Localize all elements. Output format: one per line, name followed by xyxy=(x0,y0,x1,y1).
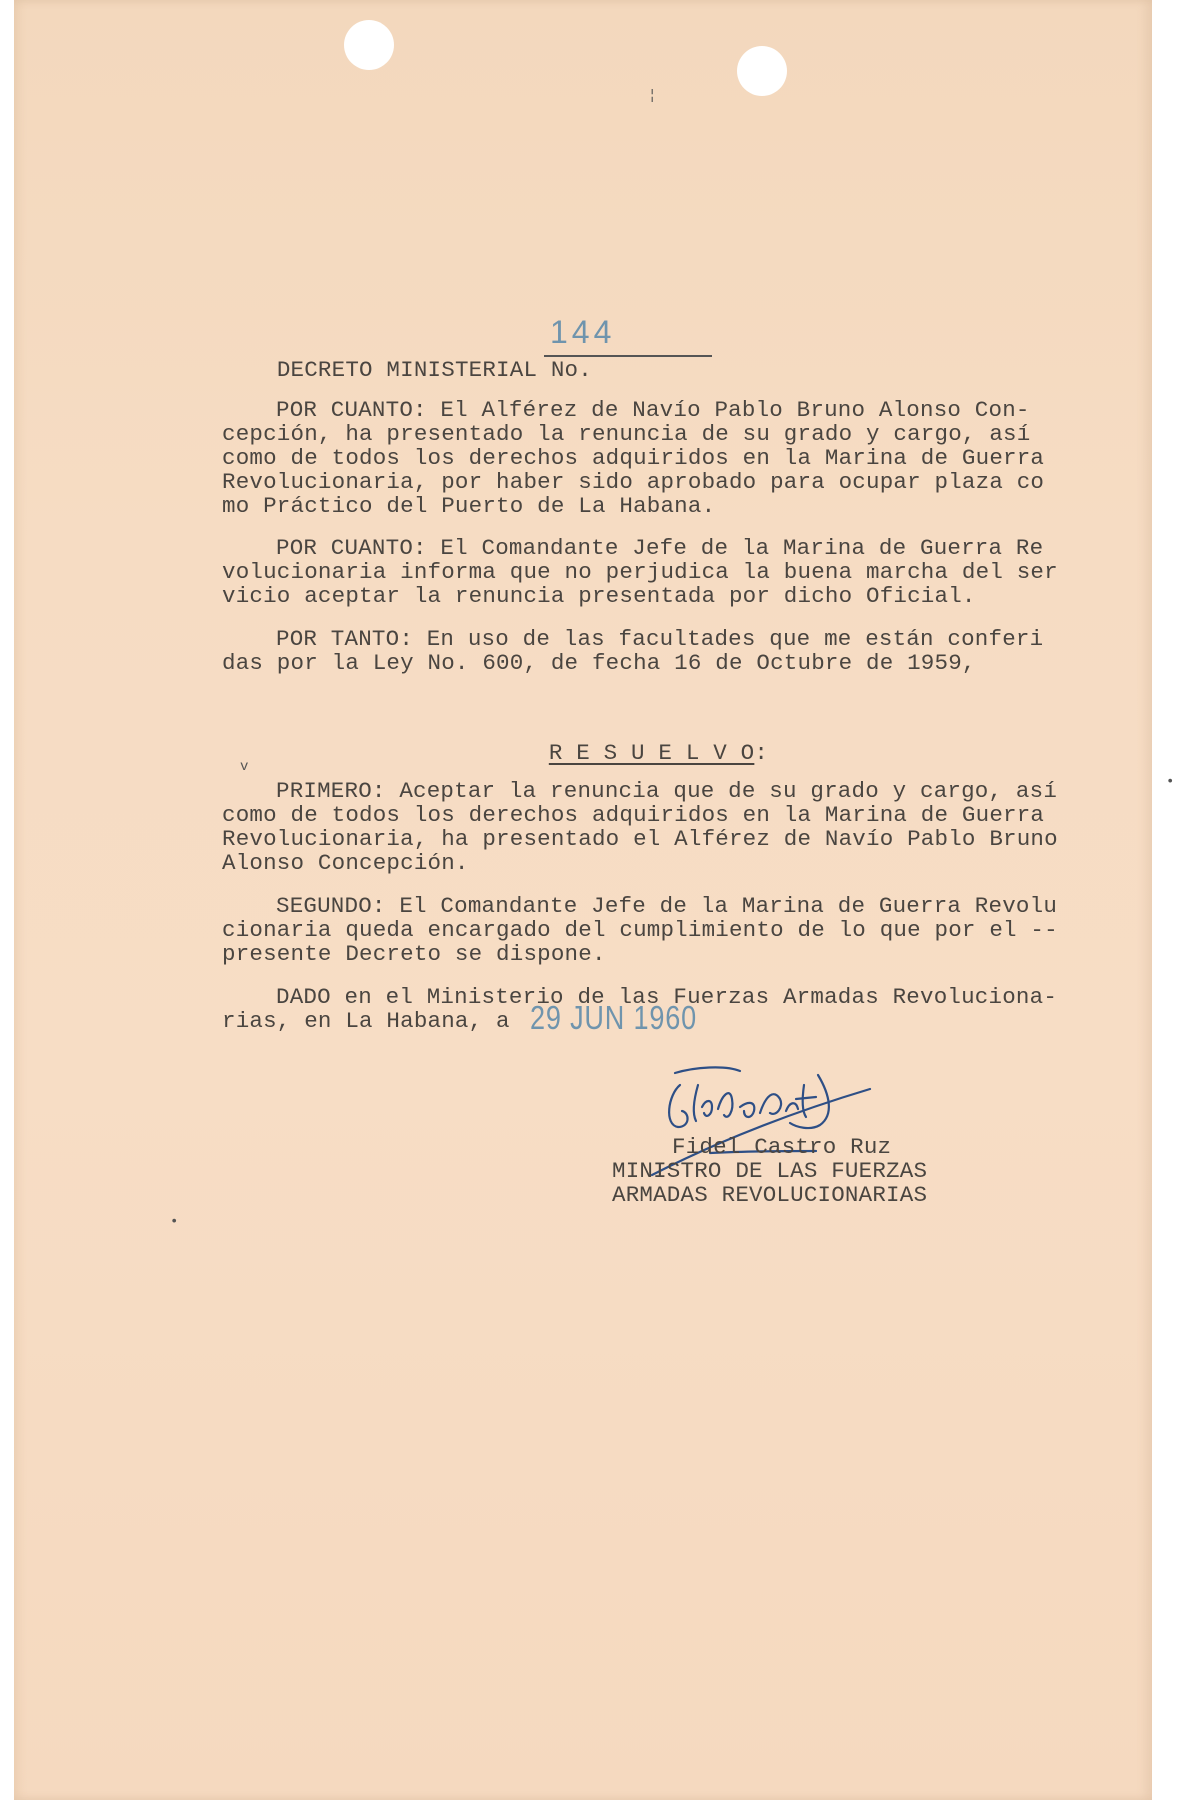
segundo-line-1: SEGUNDO: El Comandante Jefe de la Marina de Guerra Revolu xyxy=(276,893,1058,919)
ink-speck: ¦ xyxy=(648,88,657,104)
segundo-line-3: presente Decreto se dispone. xyxy=(222,941,606,967)
primero-line-3: Revolucionaria, ha presentado el Alférez de Navío Pablo Bruno xyxy=(222,826,1058,852)
dado-line-2: rias, en La Habana, a xyxy=(222,1008,510,1034)
decree-heading xyxy=(222,333,592,407)
heading-label: DECRETO MINISTERIAL No. xyxy=(276,356,592,383)
considerando-2-line-2: volucionaria informa que no perjudica la buena marcha del ser xyxy=(222,559,1058,585)
considerando-2-line-3: vicio aceptar la renuncia presentada por dicho Oficial. xyxy=(222,583,976,609)
por-tanto-line-2: das por la Ley No. 600, de fecha 16 de Octubre de 1959, xyxy=(222,650,976,676)
por-tanto-line-1: POR TANTO: En uso de las facultades que me están conferi xyxy=(276,626,1044,652)
number-underline xyxy=(544,355,712,357)
primero-line-4: Alonso Concepción. xyxy=(222,850,469,876)
primero-line-2: como de todos los derechos adquiridos en la Marina de Guerra xyxy=(222,802,1045,828)
considerando-1-line-4: Revolucionaria, por haber sido aprobado para ocupar plaza co xyxy=(222,469,1045,495)
considerando-2-line-1: POR CUANTO: El Comandante Jefe de la Marina de Guerra Re xyxy=(276,535,1044,561)
date-stamp: 29 JUN 1960 xyxy=(530,999,697,1036)
ink-speck: • xyxy=(170,1214,179,1230)
ink-speck: • xyxy=(1166,774,1175,790)
resuelvo-word: R E S U E L V O xyxy=(548,739,755,766)
signatory-name: Fidel Castro Ruz xyxy=(672,1134,892,1160)
primero-line-1: PRIMERO: Aceptar la renuncia que de su grado y cargo, así xyxy=(276,778,1058,804)
segundo-line-2: cionaria queda encargado del cumplimiento de lo que por el -- xyxy=(222,917,1058,943)
signatory-title-line-1: MINISTRO DE LAS FUERZAS xyxy=(612,1158,928,1184)
considerando-1-line-1: POR CUANTO: El Alférez de Navío Pablo Bruno Alonso Con- xyxy=(276,397,1030,423)
dado-line-1: DADO en el Ministerio de las Fuerzas Armadas Revoluciona- xyxy=(276,984,1058,1010)
considerando-1-line-2: cepción, ha presentado la renuncia de su grado y cargo, así xyxy=(222,421,1031,447)
considerando-1-line-5: mo Práctico del Puerto de La Habana. xyxy=(222,493,716,519)
decree-number-stamp: 144 xyxy=(550,314,616,350)
signatory-title-line-2: ARMADAS REVOLUCIONARIAS xyxy=(612,1182,928,1208)
ink-speck: v xyxy=(240,759,249,775)
resuelvo-colon: : xyxy=(754,739,769,766)
considerando-1-line-3: como de todos los derechos adquiridos en la Marina de Guerra xyxy=(222,445,1045,471)
